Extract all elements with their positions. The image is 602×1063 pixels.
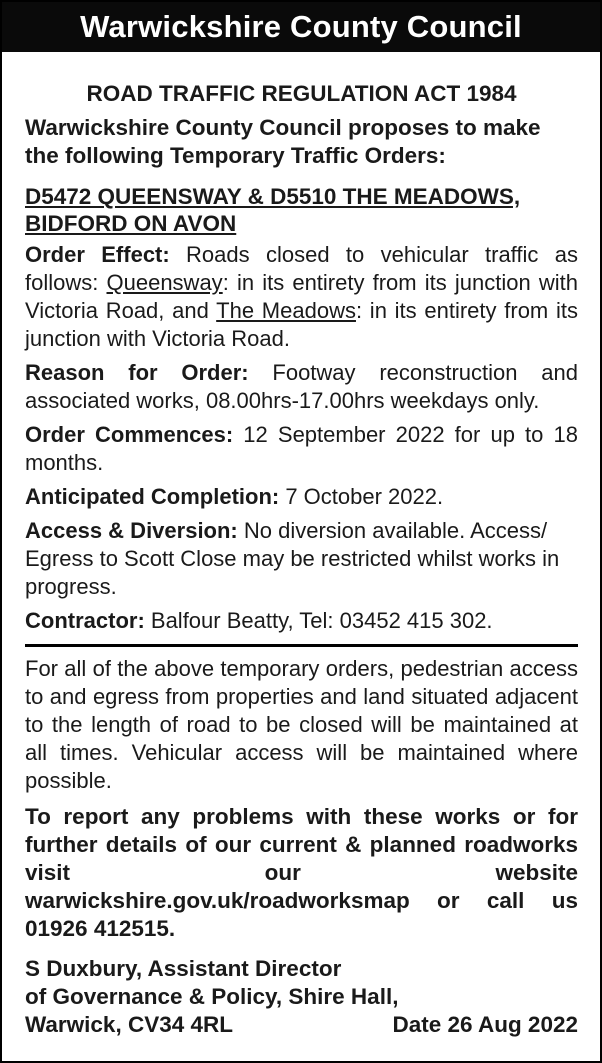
commences-paragraph [25, 421, 578, 477]
location-heading: D5472 QUEENSWAY & D5510 THE MEADOWS, BIDFORD ON AVON [25, 184, 521, 236]
signature-address: Warwick, CV34 4RL [25, 1012, 233, 1037]
notice-date: Date 26 Aug 2022 [392, 1012, 578, 1037]
commences-text: 12 September 2022 for up to 18 months. [25, 422, 578, 475]
completion-label: Anticipated Completion: [25, 484, 280, 509]
general-note: For all of the above temporary orders, pedestrian access to and egress from properties and land situated adjacent to the length of road to be closed will be maintained at all times. Vehicular access will be maintained where possible. [25, 656, 578, 793]
order-effect-label: Order Effect: [25, 242, 170, 267]
notice-header [2, 2, 600, 52]
council-title: Warwickshire County Council [80, 9, 522, 44]
order-effect-paragraph [25, 241, 578, 353]
contractor-paragraph [25, 607, 578, 635]
signature-line-2: of Governance & Policy, Shire Hall, [25, 984, 399, 1009]
contractor-label: Contractor: [25, 608, 145, 633]
report-note: To report any problems with these works or for further details of our current & planned roadworks visit our website warwickshire.gov.uk/roadworksmap or call us 01926 412515. [25, 804, 578, 941]
order-effect-text-3: : in its entirety from its junction with Victoria Road. [25, 298, 578, 351]
notice-body [2, 52, 600, 1039]
reason-paragraph [25, 359, 578, 415]
reason-label: Reason for Order: [25, 360, 249, 385]
order-effect-text-2: : in its entirety from its junction with Victoria Road, and [25, 270, 578, 323]
order-effect-text-1: Roads closed to vehicular traffic as follows: [25, 242, 578, 295]
completion-text: 7 October 2022. [279, 484, 444, 509]
access-text: No diversion available. Access/ Egress to Scott Close may be restricted whilst works in progress. [25, 518, 560, 599]
act-title: ROAD TRAFFIC REGULATION ACT 1984 [86, 81, 517, 106]
road-the-meadows: The Meadows [216, 298, 356, 323]
reason-text: Footway reconstruction and associated works, 08.00hrs-17.00hrs weekdays only. [25, 360, 578, 413]
access-paragraph [25, 517, 578, 601]
commences-label: Order Commences: [25, 422, 234, 447]
signature-line-1: S Duxbury, Assistant Director [25, 956, 342, 981]
contractor-text: Balfour Beatty, Tel: 03452 415 302. [144, 608, 493, 633]
section-divider [25, 644, 578, 647]
road-queensway: Queensway [106, 270, 223, 295]
access-label: Access & Diversion: [25, 518, 238, 543]
intro-text: Warwickshire County Council proposes to make the following Temporary Traffic Orders: [25, 115, 541, 168]
signature-block [25, 955, 578, 1039]
signature-last-row [25, 1011, 578, 1039]
completion-paragraph [25, 483, 578, 511]
